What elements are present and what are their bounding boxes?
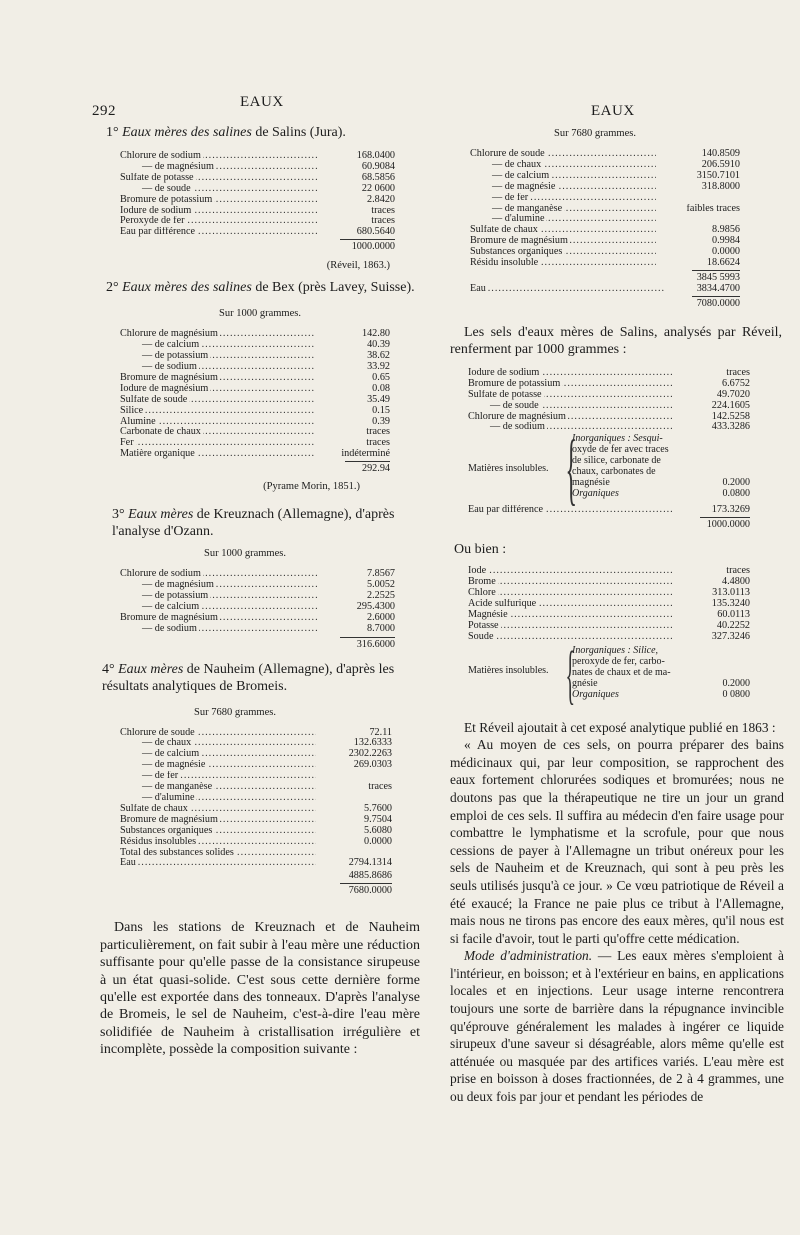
row-label: Chlorure de sodium bbox=[120, 151, 201, 161]
row-label: Eau bbox=[120, 858, 136, 869]
row-label: Potasse bbox=[468, 620, 499, 631]
row-value: 168.0400 bbox=[356, 151, 395, 161]
table-row bbox=[120, 738, 392, 749]
row-label: — de magnésie bbox=[470, 182, 557, 192]
table-row bbox=[120, 184, 395, 195]
table-row bbox=[120, 624, 395, 635]
row-value: 2.6000 bbox=[366, 612, 395, 623]
row-label: Substances organiques bbox=[120, 825, 213, 836]
table-row bbox=[468, 390, 750, 401]
row-value: 142.80 bbox=[361, 329, 390, 340]
section-1-title: 1° Eaux mères des salines de Salins (Jura). bbox=[106, 125, 346, 140]
table-row bbox=[120, 793, 392, 804]
row-label: — de calcium bbox=[120, 749, 201, 759]
row-label: — de magnésium bbox=[120, 580, 216, 590]
row-value: 327.3246 bbox=[711, 631, 750, 642]
row-label: Chlorure de magnésium bbox=[468, 411, 566, 422]
row-label: Sulfate de soude bbox=[120, 394, 188, 405]
row-value bbox=[316, 848, 392, 859]
row-value: 2794.1314 bbox=[348, 858, 392, 869]
row-value bbox=[316, 793, 392, 804]
table-row bbox=[120, 351, 390, 362]
table-row bbox=[468, 599, 750, 610]
row-value: 68.5856 bbox=[361, 172, 395, 183]
row-value: 4.4800 bbox=[721, 577, 750, 588]
row-label: Acide sulfurique bbox=[468, 598, 537, 609]
row-value: 9.7504 bbox=[363, 814, 392, 825]
table-row bbox=[120, 173, 395, 184]
row-label: Total des substances solides bbox=[120, 847, 234, 858]
row-value: 295.4300 bbox=[356, 601, 395, 612]
row-value bbox=[656, 214, 740, 225]
row-label: — de sodium bbox=[468, 422, 547, 432]
table-row bbox=[470, 171, 740, 182]
row-value: 680.5640 bbox=[356, 227, 395, 238]
row-label: Matière organique bbox=[120, 449, 195, 460]
salins-salts-table bbox=[468, 368, 750, 433]
section-4-title: 4° Eaux mères de Nauheim (Allemagne), d'après les résultats analytiques de Bromeis. bbox=[102, 661, 395, 694]
nauheim-total: 7680.0000 bbox=[348, 885, 392, 897]
row-value: 0.15 bbox=[372, 405, 390, 416]
row-value: 0.08 bbox=[372, 383, 390, 394]
row-label: — d'alumine bbox=[470, 214, 546, 224]
row-label: Substances organiques bbox=[470, 247, 563, 258]
table-row bbox=[468, 401, 750, 412]
row-label: Peroxyde de fer bbox=[120, 216, 185, 227]
kreuznach-subtitle: Sur 1000 grammes. bbox=[204, 548, 286, 560]
row-label: Sulfate de potasse bbox=[468, 389, 542, 400]
salins-total: 1000.0000 bbox=[351, 241, 395, 253]
table-row bbox=[120, 848, 392, 859]
table-row bbox=[470, 204, 740, 215]
table-row bbox=[120, 427, 390, 438]
row-value: 5.6080 bbox=[363, 825, 392, 836]
brace-icon-2: { bbox=[565, 637, 576, 711]
row-label: Chlorure de magnésium bbox=[120, 329, 218, 340]
row-label: Bromure de magnésium bbox=[120, 372, 218, 383]
nauheim-salt-subtotal: 3845 5993 bbox=[696, 271, 740, 283]
row-value: 22 0600 bbox=[361, 183, 395, 194]
section-3-title: 3° Eaux mères de Kreuznach (Allemagne), d'après l'analyse d'Ozann. bbox=[112, 507, 395, 540]
row-value: 224.1605 bbox=[711, 400, 750, 411]
salins-salts-intro: Les sels d'eaux mères de Salins, analysés par Réveil, renferment par 1000 grammes : bbox=[450, 324, 782, 357]
table-row bbox=[468, 621, 750, 632]
row-value: 35.49 bbox=[367, 394, 390, 405]
table-row bbox=[120, 749, 392, 760]
row-value: 206.5910 bbox=[701, 159, 740, 170]
running-title-right: EAUX bbox=[591, 103, 635, 119]
insoluble-line: magnésie bbox=[572, 477, 610, 489]
table-row bbox=[120, 837, 392, 848]
row-label: Résidu insoluble bbox=[470, 258, 539, 269]
table-row bbox=[468, 577, 750, 588]
salins-salts-insoluble: Matières insolubles. { Inorganiques : Sesqui- oxyde de fer avec traces de silice, carbonate de chaux, carbonates de magnésie Organiques 0.2000 0.0800 bbox=[468, 425, 750, 514]
table-row bbox=[470, 247, 740, 258]
row-value: 0.0000 bbox=[363, 836, 392, 847]
row-value: 7.8567 bbox=[366, 569, 395, 580]
row-value: 8.9856 bbox=[711, 225, 740, 236]
running-title-left: EAUX bbox=[240, 94, 284, 110]
row-value: faibles traces bbox=[686, 203, 740, 214]
row-value: 2.8420 bbox=[366, 194, 395, 205]
table-row bbox=[468, 632, 750, 643]
row-value: traces bbox=[726, 566, 750, 577]
row-value: 142.5258 bbox=[711, 411, 750, 422]
table-row bbox=[470, 236, 740, 247]
table-row bbox=[120, 340, 390, 351]
table-row bbox=[120, 602, 395, 613]
table-row bbox=[120, 227, 395, 238]
insoluble-line: 0 0800 bbox=[722, 688, 750, 700]
row-value bbox=[316, 771, 392, 782]
row-value: 18.6624 bbox=[706, 258, 740, 269]
row-label: — de soude bbox=[120, 184, 193, 194]
salins-citation: (Réveil, 1863.) bbox=[326, 260, 390, 272]
nauheim-paragraph: Dans les stations de Kreuznach et de Nauheim particulièrement, on fait subir à l'eau mère une réduction suffisante pour qu'elle passe de la consistance sirupeuse à un état quasi-solide. C'est sous cette dernière forme qu'elle est exportée dans des tonneaux. D'après l'analyse de Bromeis, le sel de Nauheim, c'est-à-dire l'eau mère solidifiée de Nauheim à cristallisation irrégulière et incomplète, possède la composition suivante : bbox=[100, 920, 420, 1058]
page-number: 292 bbox=[92, 103, 116, 119]
table-row bbox=[470, 149, 740, 160]
row-value: 135.3240 bbox=[711, 598, 750, 609]
row-label: — de calcium bbox=[120, 340, 201, 350]
table-row bbox=[120, 395, 390, 406]
row-label: — de manganèse bbox=[470, 204, 564, 214]
row-value: 60.0113 bbox=[717, 609, 750, 620]
table-row bbox=[120, 438, 390, 449]
row-value: 0.39 bbox=[372, 416, 390, 427]
row-label: Chlore bbox=[468, 588, 496, 599]
row-label: Fer bbox=[120, 438, 134, 449]
row-value: 8.7000 bbox=[366, 623, 395, 634]
table-row bbox=[468, 566, 750, 577]
row-label: Silice bbox=[120, 405, 144, 416]
row-value: 6.6752 bbox=[721, 378, 750, 389]
table-row bbox=[120, 206, 395, 217]
table-row bbox=[470, 182, 740, 193]
row-label: Bromure de potassium bbox=[120, 194, 213, 205]
row-value bbox=[656, 193, 740, 204]
row-label: — de chaux bbox=[470, 160, 543, 170]
table-row bbox=[120, 613, 395, 624]
row-label: Iodure de sodium bbox=[120, 205, 192, 216]
insoluble-line: oxyde de fer avec traces bbox=[572, 444, 669, 456]
row-value: traces bbox=[371, 216, 395, 227]
table-row bbox=[120, 195, 395, 206]
insoluble-line: chaux, carbonates de bbox=[572, 466, 656, 478]
row-label: Magnésie bbox=[468, 609, 508, 620]
row-label: Iodure de magnésium bbox=[120, 383, 209, 394]
row-value: 2.2525 bbox=[366, 590, 395, 601]
table-row bbox=[120, 591, 395, 602]
row-label: — de potassium bbox=[120, 351, 210, 361]
row-label: — de magnésium bbox=[120, 162, 216, 172]
bex-table bbox=[120, 329, 390, 460]
row-label: Chlorure de sodium bbox=[120, 569, 201, 580]
table-row bbox=[120, 384, 390, 395]
row-value: 318.8000 bbox=[701, 181, 740, 192]
row-label: Bromure de magnésium bbox=[120, 814, 218, 825]
row-label: Chlorure de soude bbox=[120, 727, 195, 738]
row-value: traces bbox=[366, 438, 390, 449]
insoluble-line: Organiques bbox=[572, 488, 619, 500]
row-label: — d'alumine bbox=[120, 793, 196, 803]
table-row bbox=[468, 368, 750, 379]
insoluble-line: 0.2000 bbox=[722, 477, 750, 489]
row-value: 33.92 bbox=[367, 361, 390, 372]
table-row bbox=[120, 569, 395, 580]
insoluble-line: Inorganiques : Silice, bbox=[572, 644, 659, 656]
row-label: Bromure de potassium bbox=[468, 378, 561, 389]
row-value: 433.3286 bbox=[711, 422, 750, 433]
row-label: — de fer bbox=[470, 193, 530, 203]
insoluble-line: nates de chaux et de ma- bbox=[572, 666, 671, 678]
row-value: 5.0052 bbox=[366, 580, 395, 591]
kreuznach-total: 316.6000 bbox=[356, 638, 395, 650]
right-column bbox=[450, 128, 785, 1106]
insoluble-line: gnésie bbox=[572, 677, 598, 689]
mode-administration: Mode d'administration. — Les eaux mères s'emploient à l'intérieur, en boisson; et à l'extérieur en bains, en applications locales et en injections. Leur usage interne rencontrera toujours une sorte de barrière dans la répugnance invincible qu'éprouve généralement les malades à ingérer ce liquide sirupeux d'une saveur si désagréable, alors même qu'elle est atténuée ou masquée par des artifices variés. L'eau mère est prise en boisson à doses fractionnées, de 2 à 4 grammes, une ou deux fois par jour et pendant les périodes de bbox=[450, 948, 785, 1105]
table-row bbox=[468, 588, 750, 599]
insoluble-line: peroxyde de fer, carbo- bbox=[572, 655, 665, 667]
row-value: 5.7600 bbox=[363, 803, 392, 814]
table-row bbox=[120, 449, 390, 460]
row-label: — de chaux bbox=[120, 738, 193, 748]
right-text: Et Réveil ajoutait à cet exposé analytique publié en 1863 : « Au moyen de ces sels, on pourra préparer des bains médicinaux qui, par leur composition, se rapprochent des eaux fortement chlorurées sodiques et bromurées; nous ne doutons pas que la thérapeutique ne tire un jour un grand emploi de ces sels. Il suffira au médecin d'en faire usage pour combattre le lymphatisme et la scrofule, pour que nous cessions de payer à l'Allemagne un tribut onéreux pour les sels de Nauheim et de Kreuznach, qui sont à peu près les seuls utilisés jusqu'à ce jour. » Ce vœu patriotique de Réveil a été exaucé; la France ne paie plus ce tribut à l'Allemagne, mais nous ne tirons pas encore des eaux mères, qu'il nous est si facile d'avoir, tout le parti qu'offre cette médication. Mode d'administration. — Les eaux mères s'emploient à l'intérieur, en boisson; et à l'extérieur en bains, en applications locales et en injections. Leur usage interne rencontrera toujours une sorte de barrière dans la répugnance invincible qu'éprouve généralement les malades à ingérer ce liquide sirupeux d'une saveur si désagréable, alors même qu'elle est atténuée ou masquée par des artifices variés. L'eau mère est prise en boisson à doses fractionnées, de 2 à 4 grammes, une ou deux fois par jour et pendant les périodes de bbox=[450, 719, 785, 1105]
nauheim-salt-eau-row: Eau ..... 3834.4700 bbox=[470, 284, 740, 295]
insoluble-line: 0.0800 bbox=[722, 488, 750, 500]
nauheim-subtitle: Sur 7680 grammes. bbox=[194, 706, 276, 718]
row-value: 40.39 bbox=[367, 340, 390, 351]
row-label: — de potassium bbox=[120, 591, 210, 601]
table-row bbox=[468, 422, 750, 433]
table-row bbox=[120, 858, 392, 869]
table-row bbox=[120, 804, 392, 815]
row-label: Carbonate de chaux bbox=[120, 427, 201, 438]
row-value: 72.11 bbox=[369, 727, 392, 738]
row-label: Brome bbox=[468, 577, 496, 588]
insoluble-line: de silice, carbonate de bbox=[572, 455, 661, 467]
row-value: traces bbox=[371, 205, 395, 216]
table-row bbox=[120, 771, 392, 782]
row-label: Sulfate de potasse bbox=[120, 172, 194, 183]
row-value: traces bbox=[366, 427, 390, 438]
kreuznach-table bbox=[120, 569, 395, 634]
nauheim-salt-table bbox=[470, 149, 740, 269]
row-value: traces bbox=[726, 367, 750, 378]
row-value: 313.0113 bbox=[712, 588, 750, 599]
row-value: 49.7020 bbox=[716, 389, 750, 400]
row-value: 0.9984 bbox=[711, 236, 740, 247]
table-row bbox=[470, 160, 740, 171]
table-row bbox=[120, 815, 392, 826]
bex-citation: (Pyrame Morin, 1851.) bbox=[263, 481, 360, 493]
table-row bbox=[120, 362, 390, 373]
row-value: 0.65 bbox=[372, 372, 390, 383]
row-label: Soude bbox=[468, 631, 494, 642]
row-label: Résidus insolubles bbox=[120, 836, 197, 847]
table-row bbox=[120, 826, 392, 837]
row-label: — de sodium bbox=[120, 624, 199, 634]
table-row bbox=[120, 580, 395, 591]
insoluble-line: Inorganiques : Sesqui- bbox=[572, 433, 663, 445]
section-2-title: 2° Eaux mères des salines de Bex (près Lavey, Suisse). bbox=[106, 280, 415, 296]
row-value: 60.9084 bbox=[361, 161, 395, 172]
row-label: — de soude bbox=[468, 401, 541, 411]
table-row bbox=[120, 162, 395, 173]
row-label: — de fer bbox=[120, 771, 180, 781]
table-row bbox=[468, 412, 750, 423]
ou-bien: Ou bien : bbox=[454, 542, 507, 558]
bex-total: 292.94 bbox=[361, 463, 390, 475]
nauheim-salt-total: 7080.0000 bbox=[696, 297, 740, 309]
table-row bbox=[470, 214, 740, 225]
table-row bbox=[120, 151, 395, 162]
row-value: 38.62 bbox=[367, 351, 390, 362]
row-label: Iode bbox=[468, 566, 487, 577]
row-label: — de calcium bbox=[120, 602, 201, 612]
insoluble-line: 0.2000 bbox=[722, 677, 750, 689]
salins-table bbox=[120, 151, 395, 238]
row-value: 132.6333 bbox=[353, 738, 392, 749]
salins-salts-eau-row: Eau par différence ..... 173.3269 bbox=[468, 505, 750, 516]
row-label: Eau par différence bbox=[120, 227, 196, 238]
table-row bbox=[120, 728, 392, 739]
row-label: — de sodium bbox=[120, 362, 199, 372]
table-row bbox=[120, 329, 390, 340]
row-label: Bromure de magnésium bbox=[120, 612, 218, 623]
row-label: Sulfate de chaux bbox=[120, 803, 188, 814]
row-label: — de calcium bbox=[470, 171, 551, 181]
row-value: 0.0000 bbox=[711, 247, 740, 258]
row-value: 40.2252 bbox=[716, 620, 750, 631]
nauheim-table bbox=[120, 728, 392, 870]
salins-elements-table bbox=[468, 566, 750, 642]
insoluble-line: Organiques bbox=[572, 688, 619, 700]
salins-elements-insoluble: Matières insolubles. { Inorganiques : Silice, peroxyde de fer, carbo- nates de chaux et de ma- gnésie Organiques 0.2000 0 0800 bbox=[468, 637, 750, 711]
table-row bbox=[470, 258, 740, 269]
row-label: — de manganèse bbox=[120, 782, 214, 792]
table-row bbox=[468, 379, 750, 390]
table-row bbox=[468, 610, 750, 621]
row-value: indéterminé bbox=[341, 449, 390, 460]
row-label: Alumine bbox=[120, 416, 156, 427]
table-row bbox=[470, 193, 740, 204]
table-row bbox=[120, 216, 395, 227]
salins-salts-total: 1000.0000 bbox=[706, 519, 750, 531]
table-row bbox=[120, 782, 392, 793]
table-row bbox=[470, 225, 740, 236]
left-column bbox=[100, 124, 420, 1059]
brace-icon: { bbox=[565, 425, 578, 514]
row-value: traces bbox=[368, 782, 392, 793]
nauheim-subtotal: 4885.8686 bbox=[348, 870, 392, 882]
row-value: 2302.2263 bbox=[348, 749, 392, 760]
table-row bbox=[120, 417, 390, 428]
row-label: Bromure de magnésium bbox=[470, 236, 568, 247]
row-label: Sulfate de chaux bbox=[470, 225, 538, 236]
bex-subtitle: Sur 1000 grammes. bbox=[219, 308, 301, 320]
table-row bbox=[120, 760, 392, 771]
row-value: 3150.7101 bbox=[696, 170, 740, 181]
row-value: 140.8509 bbox=[701, 149, 740, 159]
table-row bbox=[120, 373, 390, 384]
row-label: Chlorure de soude bbox=[470, 149, 545, 159]
table-row bbox=[120, 406, 390, 417]
nauheim-salt-subtitle: Sur 7680 grammes. bbox=[554, 128, 636, 139]
row-value: 269.0303 bbox=[353, 760, 392, 771]
row-label: Iodure de sodium bbox=[468, 367, 540, 378]
row-label: — de magnésie bbox=[120, 760, 207, 770]
